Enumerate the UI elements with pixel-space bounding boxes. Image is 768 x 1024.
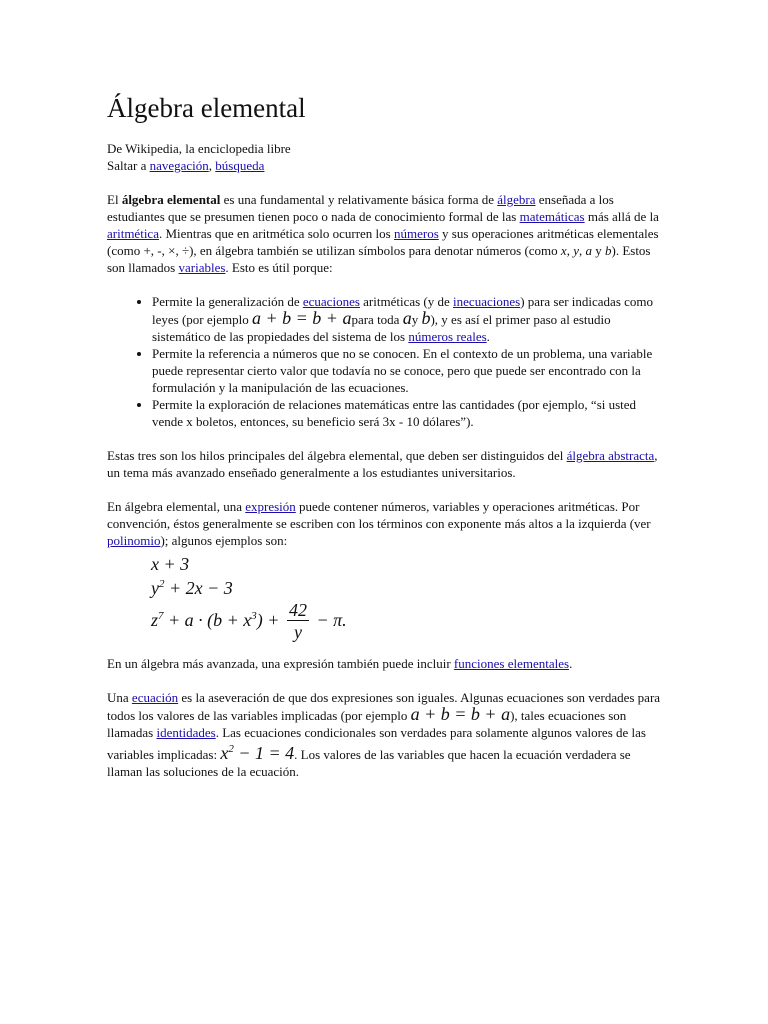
para-text: es la aseveración de que dos expresiones son iguales. Algunas ecuaciones son verdades para todos los valores de las variables implicadas (por ejemplo <box>107 690 661 723</box>
math-formula: a + b = b + a <box>410 704 511 724</box>
para-text: Estas tres son los hilos principales del álgebra elemental, que deben ser distinguidos del <box>107 448 567 463</box>
intro-paragraph <box>107 191 663 276</box>
fraction-denominator: y <box>293 622 302 643</box>
list-item: • Permite la referencia a números que no se conocen. En el contexto de un problema, una variable puede representar cierto valor que todavía no se conoce, pero que puede ser encontrado con la formulación y la manipulación de las ecuaciones. <box>152 345 663 396</box>
item-text: ), y es así el primer paso al estudio sistemático de las propiedades del sistema de los <box>152 312 611 344</box>
math-formula: a + b = b + a <box>252 308 352 328</box>
link-algebra[interactable]: álgebra <box>497 192 536 207</box>
intro-text: , <box>578 243 586 258</box>
jump-prefix: Saltar a <box>107 158 150 173</box>
jump-links <box>107 157 663 174</box>
link-expresion[interactable]: expresión <box>245 499 296 514</box>
link-ecuacion[interactable]: ecuación <box>131 690 179 705</box>
link-matematicas[interactable]: matemáticas <box>519 209 585 224</box>
search-link[interactable]: búsqueda <box>215 158 265 173</box>
intro-text: enseñada a los estudiantes que se presumen tienen poco o nada de conocimiento formal de las <box>107 192 614 224</box>
link-aritmetica[interactable]: aritmética <box>107 226 159 241</box>
math-formula <box>220 743 294 763</box>
para-text: En álgebra elemental, una <box>107 499 246 514</box>
link-variables[interactable]: variables <box>178 260 226 275</box>
item-text: . <box>486 329 490 344</box>
para-text: . Los valores de las variables que hacen la ecuación verdadera se llaman las soluciones de la ecuación. <box>107 747 631 779</box>
jump-separator: , <box>208 158 216 173</box>
link-numeros[interactable]: números <box>393 226 439 241</box>
item-text: y <box>411 312 422 327</box>
var-a: a <box>585 243 592 258</box>
item-text: aritméticas (y de <box>359 294 454 309</box>
link-polinomio[interactable]: polinomio <box>107 533 161 548</box>
reasons-list <box>107 293 663 430</box>
eq-part: x <box>220 743 229 763</box>
var-x: x <box>560 243 567 258</box>
intro-text: . Esto es útil porque: <box>225 260 333 275</box>
eq-part: y <box>151 578 159 598</box>
list-item <box>152 293 663 345</box>
eq-part: + a · (b + x <box>163 610 252 630</box>
item-text: ) para ser indicadas como leyes (por ejemplo <box>152 294 654 327</box>
fraction-numerator: 42 <box>288 600 307 621</box>
paragraph-advanced <box>107 655 663 672</box>
intro-text: y <box>591 243 605 258</box>
eq-part: + 2x − 3 <box>164 578 233 598</box>
para-text: . <box>569 656 573 671</box>
source-line <box>107 140 663 157</box>
intro-text: . Mientras que en aritmética solo ocurren los <box>158 226 394 241</box>
item-text: para toda <box>351 312 403 327</box>
para-text: . Las ecuaciones condicionales son verdades para solamente algunos valores de las variables implicadas: <box>107 725 646 762</box>
para-text: Una <box>107 690 132 705</box>
page-title: Álgebra elemental <box>107 93 306 123</box>
eq-exponent: 2 <box>159 578 165 590</box>
link-ecuaciones[interactable]: ecuaciones <box>302 294 360 309</box>
intro-text: y sus operaciones aritméticas elementales (como +, -, ×, ÷), en álgebra también se utilizan símbolos para denotar números (como <box>107 226 659 258</box>
eq-exponent: 7 <box>158 610 164 622</box>
equation-1: x + 3 <box>151 554 190 574</box>
eq-exponent: 3 <box>251 610 257 622</box>
para-text: ), tales ecuaciones son llamadas <box>107 708 627 740</box>
para-text: , un tema más avanzado enseñado generalmente a los estudiantes universitarios. <box>107 448 658 480</box>
eq-part: − π. <box>311 610 347 630</box>
eq-part: − 1 = 4 <box>233 743 295 763</box>
eq-exponent: 2 <box>228 743 234 755</box>
eq-part: ) + <box>256 610 284 630</box>
para-text: En un álgebra más avanzada, una expresión también puede incluir <box>107 656 454 671</box>
equation-2 <box>151 574 663 598</box>
link-funciones-elementales[interactable]: funciones elementales <box>453 656 570 671</box>
paragraph-abstract <box>107 447 663 481</box>
math-var: a <box>402 308 412 328</box>
math-var: b <box>421 308 431 328</box>
link-algebra-abstracta[interactable]: álgebra abstracta <box>566 448 655 463</box>
intro-text: El <box>107 192 122 207</box>
intro-text: ). Estos son llamados <box>107 243 651 275</box>
list-item: • Permite la exploración de relaciones matemáticas entre las cantidades (por ejemplo, “si usted vende x boletos, entonces, su beneficio será 3x - 10 dólares”). <box>152 396 663 430</box>
para-text: puede contener números, variables y operaciones aritméticas. Por convención, éstos generalmente se escriben con los términos con exponente más altos a la izquierda (ver <box>107 499 651 531</box>
link-numeros-reales[interactable]: números reales <box>408 329 487 344</box>
equation-block <box>151 554 663 643</box>
source-text: De Wikipedia, la enciclopedia libre <box>107 141 291 156</box>
paragraph-expression <box>107 498 663 549</box>
intro-text: es una fundamental y relativamente básica forma de <box>220 192 498 207</box>
eq-part: z <box>151 610 159 630</box>
var-b: b <box>604 243 612 258</box>
link-identidades[interactable]: identidades <box>156 725 216 740</box>
paragraph-equation <box>107 689 663 780</box>
var-y: y <box>573 243 579 258</box>
intro-text: , <box>566 243 574 258</box>
navigation-link[interactable]: navegación <box>149 158 209 173</box>
para-text: ); algunos ejemplos son: <box>160 533 288 548</box>
item-text: Permite la generalización de <box>152 294 303 309</box>
fraction <box>287 600 309 643</box>
intro-text: más allá de la <box>584 209 659 224</box>
link-inecuaciones[interactable]: inecuaciones <box>453 294 521 309</box>
intro-bold-term: álgebra elemental <box>121 192 221 207</box>
equation-3 <box>151 594 663 643</box>
article-content <box>107 92 663 797</box>
